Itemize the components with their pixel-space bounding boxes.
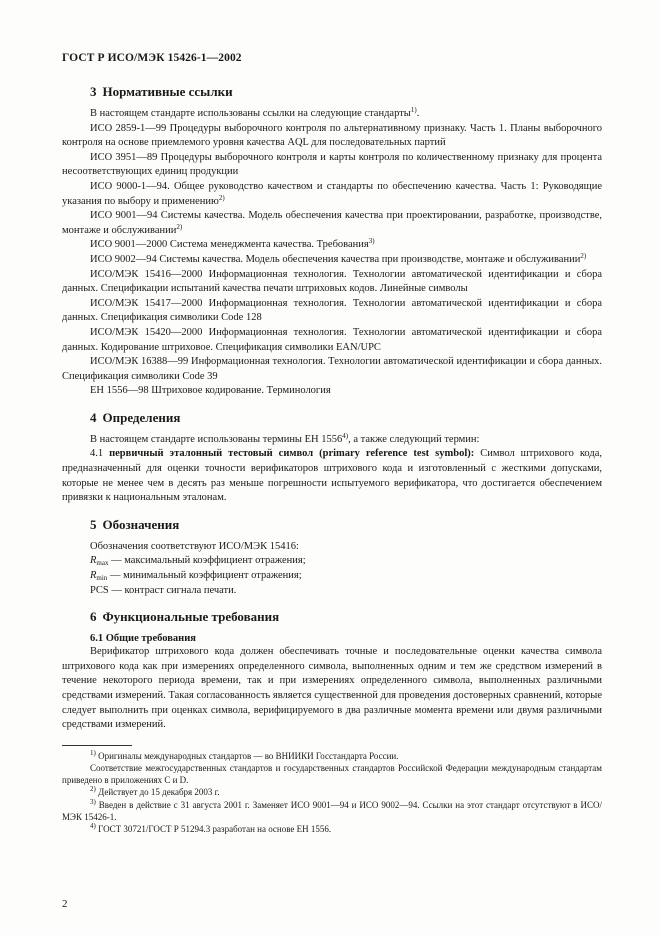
page-number: 2 bbox=[62, 898, 68, 910]
running-header: ГОСТ Р ИСО/МЭК 15426-1—2002 bbox=[62, 52, 242, 64]
reference-item: ИСО 9002—94 Системы качества. Модель обеспечения качества при производстве, монтаже и обслуживании$^{2)}$ bbox=[90, 251, 587, 265]
footnote-item: $^{1)}$ Оригиналы международных стандартов — во ВНИИКИ Госстандарта России. bbox=[90, 748, 399, 761]
footnote-item: $^{4)}$ ГОСТ 30721/ГОСТ Р 51294.3 разработан на основе ЕН 1556. bbox=[90, 822, 332, 834]
section-3-heading: 3 Нормативные ссылки bbox=[90, 84, 233, 99]
footnote-item: Соответствие межгосударственных стандартов и государственных стандартов Российской Федерации международным стандартам приведено в приложениях C и D. bbox=[62, 762, 602, 786]
footnote-item: $^{3)}$ Введен в действие с 31 августа 2001 г. Заменяет ИСО 9001—94 и ИСО 9002—94. Ссылки на этот стандарт отсутствуют в ИСО/МЭК 15426-1. bbox=[62, 797, 602, 822]
reference-item: ИСО 9001—2000 Система менеджмента качества. Требования$^{3)}$ bbox=[90, 237, 375, 251]
section-3-intro: В настоящем стандарте использованы ссылки на следующие стандарты$^{1)}$. bbox=[90, 106, 420, 119]
document-page bbox=[62, 52, 602, 835]
symbol-item: $R_{max}$ — максимальный коэффициент отражения; bbox=[90, 555, 306, 568]
symbols-list bbox=[62, 554, 602, 598]
subsection-6-1-heading: 6.1 Общие требования bbox=[90, 633, 196, 645]
reference-item: ИСО/МЭК 15416—2000 Информационная технология. Технологии автоматической идентификации и сбора данных. Спецификации испытаний качества печати штриховых кодов. Линейные символы bbox=[62, 268, 602, 295]
reference-item: ИСО/МЭК 15417—2000 Информационная технология. Технологии автоматической идентификации и сбора данных. Спецификация символики Code 128 bbox=[62, 297, 602, 324]
reference-item: ИСО 9000-1—94. Общее руководство качеством и стандарты по обеспечению качества. Часть 1: Руководящие указания по выбору и применению$^{2)}$ bbox=[62, 180, 602, 207]
symbol-item: $R_{min}$ — минимальный коэффициент отражения; bbox=[90, 570, 302, 583]
symbol-item: PCS — контраст сигнала печати. bbox=[90, 584, 237, 596]
section-5-intro: Обозначения соответствуют ИСО/МЭК 15416: bbox=[90, 540, 299, 552]
footnotes bbox=[62, 750, 602, 835]
section-4-intro: В настоящем стандарте использованы термины ЕН 1556$^{4)}$, а также следующий термин: bbox=[90, 431, 480, 445]
section-5-heading: 5 Обозначения bbox=[90, 516, 180, 532]
section-6-1-body: Верификатор штрихового кода должен обеспечивать точные и последовательные оценки качества символа штрихового кода как при измерениях определенного символа, выполненных одним и тем же средством измерений в течение некоторого периода времени, так и при измерениях определенного символа, выполненных различными средствами измерений. Такая согласованность является существенной для проведения достоверных сравнений, которые следует выполнить при оценках символа, верифицируемого в два различные момента времени или двумя различными средствами измерений. bbox=[62, 646, 602, 731]
reference-item: ИСО 3951—89 Процедуры выборочного контроля и карты контроля по количественному признаку для процента несоответствующих единиц продукции bbox=[62, 151, 602, 178]
term-definition: 4.1 первичный эталонный тестовый символ (primary reference test symbol): Символ штрихового кода, предназначенный для оценки точности верификаторов штрихового кода и изготовленный с жесткими допусками, которые не менее чем в десять раз меньше погрешности испытуемого верификатора, что достигается обеспечением привязки к национальным эталонам. bbox=[62, 448, 602, 504]
reference-item: ИСО/МЭК 16388—99 Информационная технология. Технологии автоматической идентификации и сбора данных. Спецификация символики Code 39 bbox=[62, 356, 602, 382]
reference-item: ИСО 9001—94 Системы качества. Модель обеспечения качества при проектировании, разработке, производстве, монтаже и обслуживании$^{2)}$ bbox=[62, 210, 602, 236]
section-4-heading: 4 Определения bbox=[90, 409, 181, 425]
footnote-item: $^{2)}$ Действует до 15 декабря 2003 г. bbox=[90, 785, 220, 798]
footnote-rule bbox=[62, 745, 132, 746]
normative-references-list bbox=[62, 122, 602, 399]
section-6-heading: 6 Функциональные требования bbox=[90, 609, 280, 625]
reference-item: ИСО 2859-1—99 Процедуры выборочного контроля по альтернативному признаку. Часть 1. Планы выборочного контроля на основе приемлемого уровня качества AQL для последовательных партий bbox=[62, 122, 602, 149]
reference-item: ИСО/МЭК 15420—2000 Информационная технология. Технологии автоматической идентификации и сбора данных. Кодирование штриховое. Спецификация символики EAN/UPC bbox=[62, 326, 602, 353]
reference-item: ЕН 1556—98 Штриховое кодирование. Терминология bbox=[90, 385, 331, 397]
